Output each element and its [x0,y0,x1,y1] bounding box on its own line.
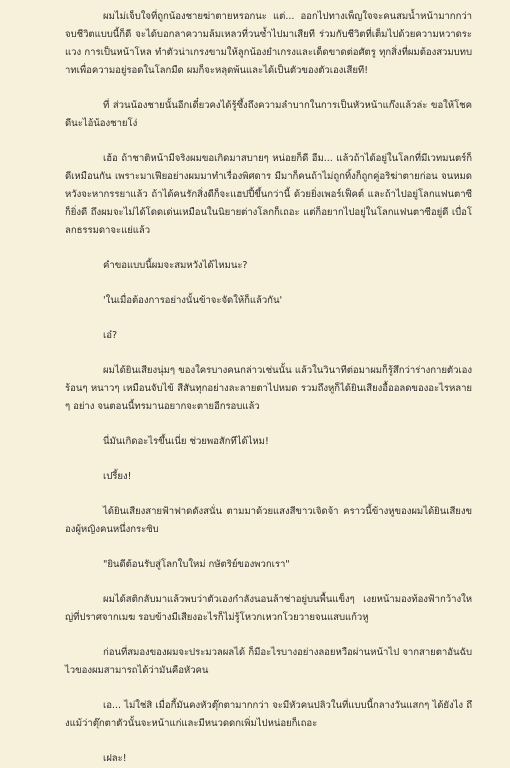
paragraph: ผมไม่เจ็บใจที่ถูกน้องชายฆ่าตายหรอกนะ แต่... ออกไปทางเพ็ญใจจะคนสมน้ำหน้ามากกว่า จบชีวิตแบบนี้ก็ดี จะได้บอกลาความล้มเหลวที่วนซ้ำไปมาเสียที ร่วมกับชีวิตที่เต็มไปด้วยความหวาดระแวง การเป็นหน้าโหล ทำตัวน่าเกรงขามให้ลูกน้องยำเกรงและเด็ดขาดต่อศัตรู ทุกสิ่งที่ผมต้องสวมบทบาทเพื่อความอยู่รอดในโลกมืด ผมก็จะหลุดพ้นและได้เป็นตัวของตัวเองเสียที! [65,11,472,76]
paragraph: เอ... ไม่ใช่สิ เมื่อกี้มันคงหัวตุ๊กตามากกว่า จะมีหัวคนปลิวในที่แบบนี้กลางวันแสกๆ ได้ยังไง ถึงแม้ว่าตุ๊กตาตัวนั้นจะหน้าแก่และมีหนวดดกเพิ่มไปหน่อยก็เถอะ [65,700,472,729]
dialog-line: เปรี้ยง! [103,471,132,482]
dialog-line: "ยินดีต้อนรับสู่โลกใบใหม่ กษัตริย์ของพวกเรา" [103,559,290,570]
dialog-line: คำขอแบบนี้ผมจะสมหวังได้ไหมนะ? [103,260,248,271]
dialog-line: เอ๋? [103,330,117,341]
paragraph: ผมได้สติกลับมาแล้วพบว่าตัวเองกำลังนอนล้าช่าอยู่บนพื้นแข็งๆ เงยหน้ามองท้องฟ้ากว้างใหญ่ที่ปราศจากเมฆ รอบข้างมีเสียงอะไรก็ไม่รู้โหวกเหวกโวยวายจนแสบแก้วหู [65,594,472,623]
paragraph: ที่ ส่วนน้องชายนั้นอีกเดี๋ยวคงได้รู้ซึ้งถึงความลำบากในการเป็นหัวหน้าแก๊งแล้วล่ะ ขอให้โชคดีนะไอ้น้องชายโง่ [65,100,472,129]
paragraph: เฮ้อ ถ้าชาติหน้ามีจริงผมขอเกิดมาสบายๆ หน่อยก็ดี อืม... แล้วถ้าได้อยู่ในโลกที่มีเวทมนตร์ก็ดีเหมือนกัน เพราะมาเฟียอย่างผมมาทำเรื่องพิศดาร มีมาก็คนถ้าไม่ถูกทิ้งก็ถูกคู่อริฆ่าตายก่อน จนหมดหวังจะหากรรยาแล้ว ถ้าได้คนรักสิ่งดีก็จะแฮปปี้ขึ้นกว่านี้ ด้วยยิ่งเพอร์เฟ็คต์ และถ้าไปอยู่โลกแฟนตาซีก็ยิ่งดี ถึงผมจะไม่ได้โดดเด่นเหมือนในนิยายต่างโลกก็เถอะ แต่ก็อยากไปอยู่ในโลกแฟนตาซีอยู่ดี เบื่อโลกธรรมดาจะแย่แล้ว [65,153,472,236]
paragraph: ก่อนที่สมองของผมจะประมวลผลได้ ก็มีอะไรบางอย่างลอยหวือผ่านหน้าไป จากสายตาอันฉับไวของผมสามารถได้ว่ามันคือหัวคน [65,647,472,676]
dialog-line: นี่มันเกิดอะไรขึ้นเนี่ย ช่วยพอสักทีได้ไหม! [103,436,269,447]
paragraph: ผมได้ยินเสียงนุ่มๆ ของใครบางคนกล่าวเช่นนั้น แล้วในวินาทีต่อมาผมก็รู้สึกว่าร่างกายตัวเองร้อนๆ หนาวๆ เหมือนจับไข้ สีสันทุกอย่างละลายตาไปหมด รวมถึงหูก็ได้ยินเสียงอื้ออลดของอะไรหลายๆ อย่าง จนตอนนี้ทรมานอยากจะตายอีกรอบแล้ว [65,365,472,412]
dialog-line: เฝละ! [103,753,127,764]
paragraph: ได้ยินเสียงสายฟ้าฟาดดังสนั่น ตามมาด้วยแสงสีขาวเจิดจ้า คราวนี้ข้างหูของผมได้ยินเสียงของผู้หญิงคนหนึ่งกระซิบ [65,506,472,535]
dialog-line: 'ในเมื่อต้องการอย่างนั้นข้าจะจัดให้ก็แล้วกัน' [103,295,283,306]
